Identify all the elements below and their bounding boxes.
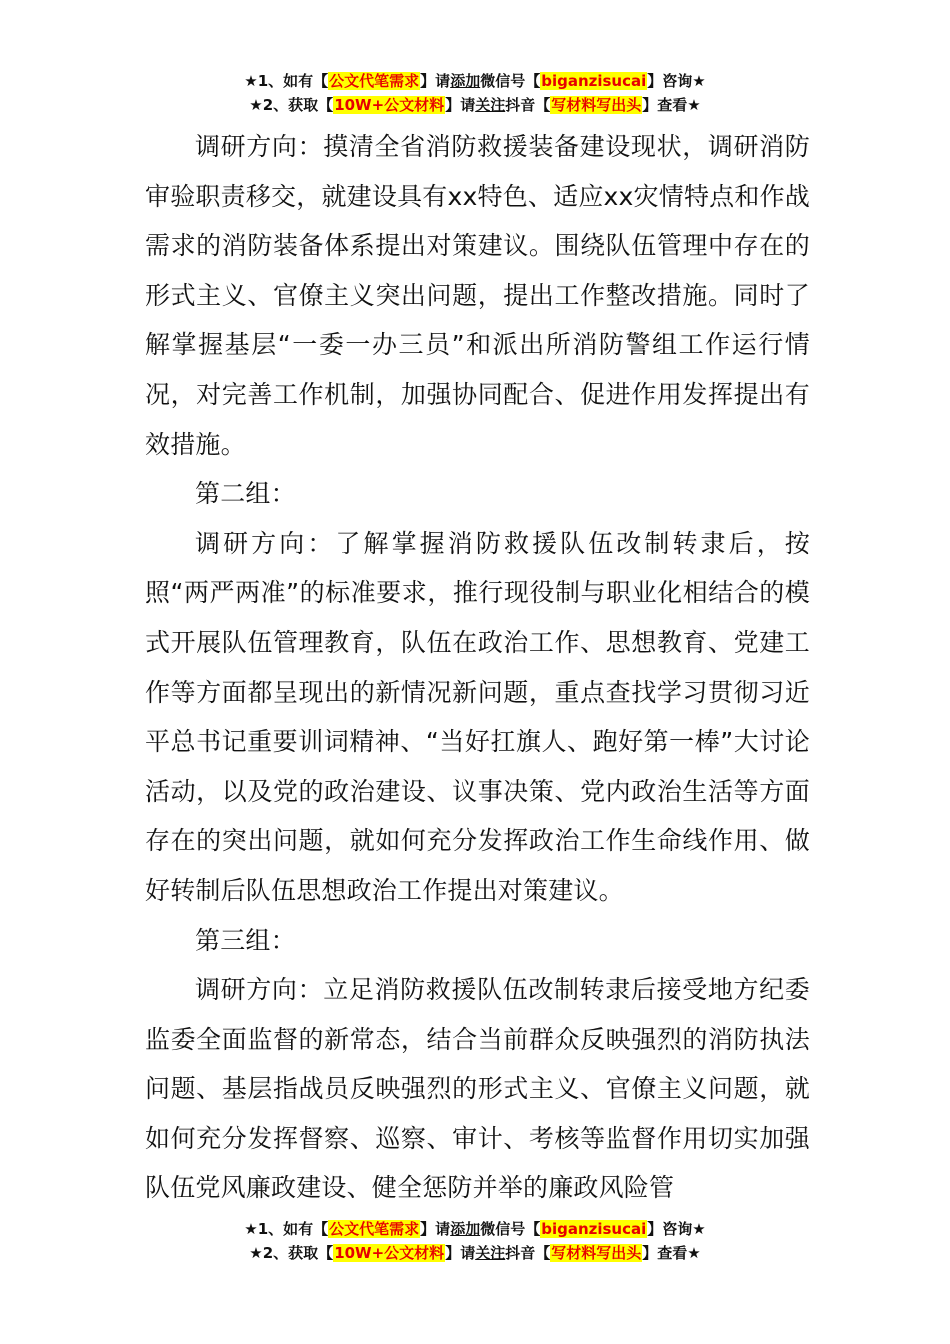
banner-text: ★1、如有【 bbox=[244, 1220, 329, 1238]
banner-highlight-wechat-id: biganzisucai bbox=[541, 72, 647, 90]
heading-group-2: 第二组： bbox=[195, 479, 296, 509]
banner-highlight-wechat-id: biganzisucai bbox=[541, 1220, 647, 1238]
document-body bbox=[145, 122, 810, 1213]
banner-text: 】查看★ bbox=[642, 1244, 701, 1262]
banner-highlight-ghostwriting: 公文代笔需求 bbox=[329, 1220, 420, 1238]
banner-text: 】咨询★ bbox=[647, 72, 706, 90]
banner-highlight-materials: 10W+公文材料 bbox=[334, 96, 445, 114]
banner-line-1 bbox=[0, 69, 950, 93]
banner-underlined-add: 添加 bbox=[450, 72, 481, 90]
banner-line-2 bbox=[0, 93, 950, 117]
heading-group-3: 第三组： bbox=[195, 925, 296, 955]
banner-text: ★2、获取【 bbox=[249, 96, 334, 114]
banner-text: ★2、获取【 bbox=[249, 1244, 334, 1262]
banner-underlined-follow: 关注 bbox=[475, 96, 506, 114]
footer-banner bbox=[0, 1217, 950, 1265]
banner-highlight-douyin: 写材料写出头 bbox=[551, 96, 642, 114]
paragraph-group1-direction: 调研方向：摸清全省消防救援装备建设现状，调研消防审验职责移交，就建设具有xx特色、适应xx灾情特点和作战需求的消防装备体系提出对策建议。围绕队伍管理中存在的形式主义、官僚主义突出问题，提出工作整改措施。同时了解掌握基层“一委一办三员”和派出所消防警组工作运行情况，对完善工作机制，加强协同配合、促进作用发挥提出有效措施。 bbox=[145, 132, 810, 459]
banner-line-2 bbox=[0, 1241, 950, 1265]
banner-text: 】请 bbox=[445, 96, 476, 114]
paragraph-group2-direction: 调研方向：了解掌握消防救援队伍改制转隶后，按照“两严两准”的标准要求，推行现役制与职业化相结合的模式开展队伍管理教育，队伍在政治工作、思想教育、党建工作等方面都呈现出的新情况新问题，重点查找学习贯彻习近平总书记重要训词精神、“当好扛旗人、跑好第一棒”大讨论活动，以及党的政治建设、议事决策、党内政治生活等方面存在的突出问题，就如何充分发挥政治工作生命线作用、做好转制后队伍思想政治工作提出对策建议。 bbox=[145, 528, 810, 905]
banner-underlined-follow: 关注 bbox=[475, 1244, 506, 1262]
banner-text: 】咨询★ bbox=[647, 1220, 706, 1238]
banner-highlight-ghostwriting: 公文代笔需求 bbox=[329, 72, 420, 90]
header-banner bbox=[0, 69, 950, 117]
banner-text: 抖音【 bbox=[505, 96, 551, 114]
banner-line-1 bbox=[0, 1217, 950, 1241]
banner-text: 】查看★ bbox=[642, 96, 701, 114]
banner-underlined-add: 添加 bbox=[450, 1220, 481, 1238]
banner-text: 】请 bbox=[420, 1220, 451, 1238]
banner-highlight-materials: 10W+公文材料 bbox=[334, 1244, 445, 1262]
banner-text: 抖音【 bbox=[505, 1244, 551, 1262]
paragraph-group3-direction: 调研方向：立足消防救援队伍改制转隶后接受地方纪委监委全面监督的新常态，结合当前群众反映强烈的消防执法问题、基层指战员反映强烈的形式主义、官僚主义问题，就如何充分发挥督察、巡察、审计、考核等监督作用切实加强队伍党风廉政建设、健全惩防并举的廉政风险管 bbox=[145, 975, 810, 1203]
banner-highlight-douyin: 写材料写出头 bbox=[551, 1244, 642, 1262]
banner-text: ★1、如有【 bbox=[244, 72, 329, 90]
banner-text: 】请 bbox=[445, 1244, 476, 1262]
banner-text: 微信号【 bbox=[480, 1220, 541, 1238]
banner-text: 】请 bbox=[420, 72, 451, 90]
banner-text: 微信号【 bbox=[480, 72, 541, 90]
